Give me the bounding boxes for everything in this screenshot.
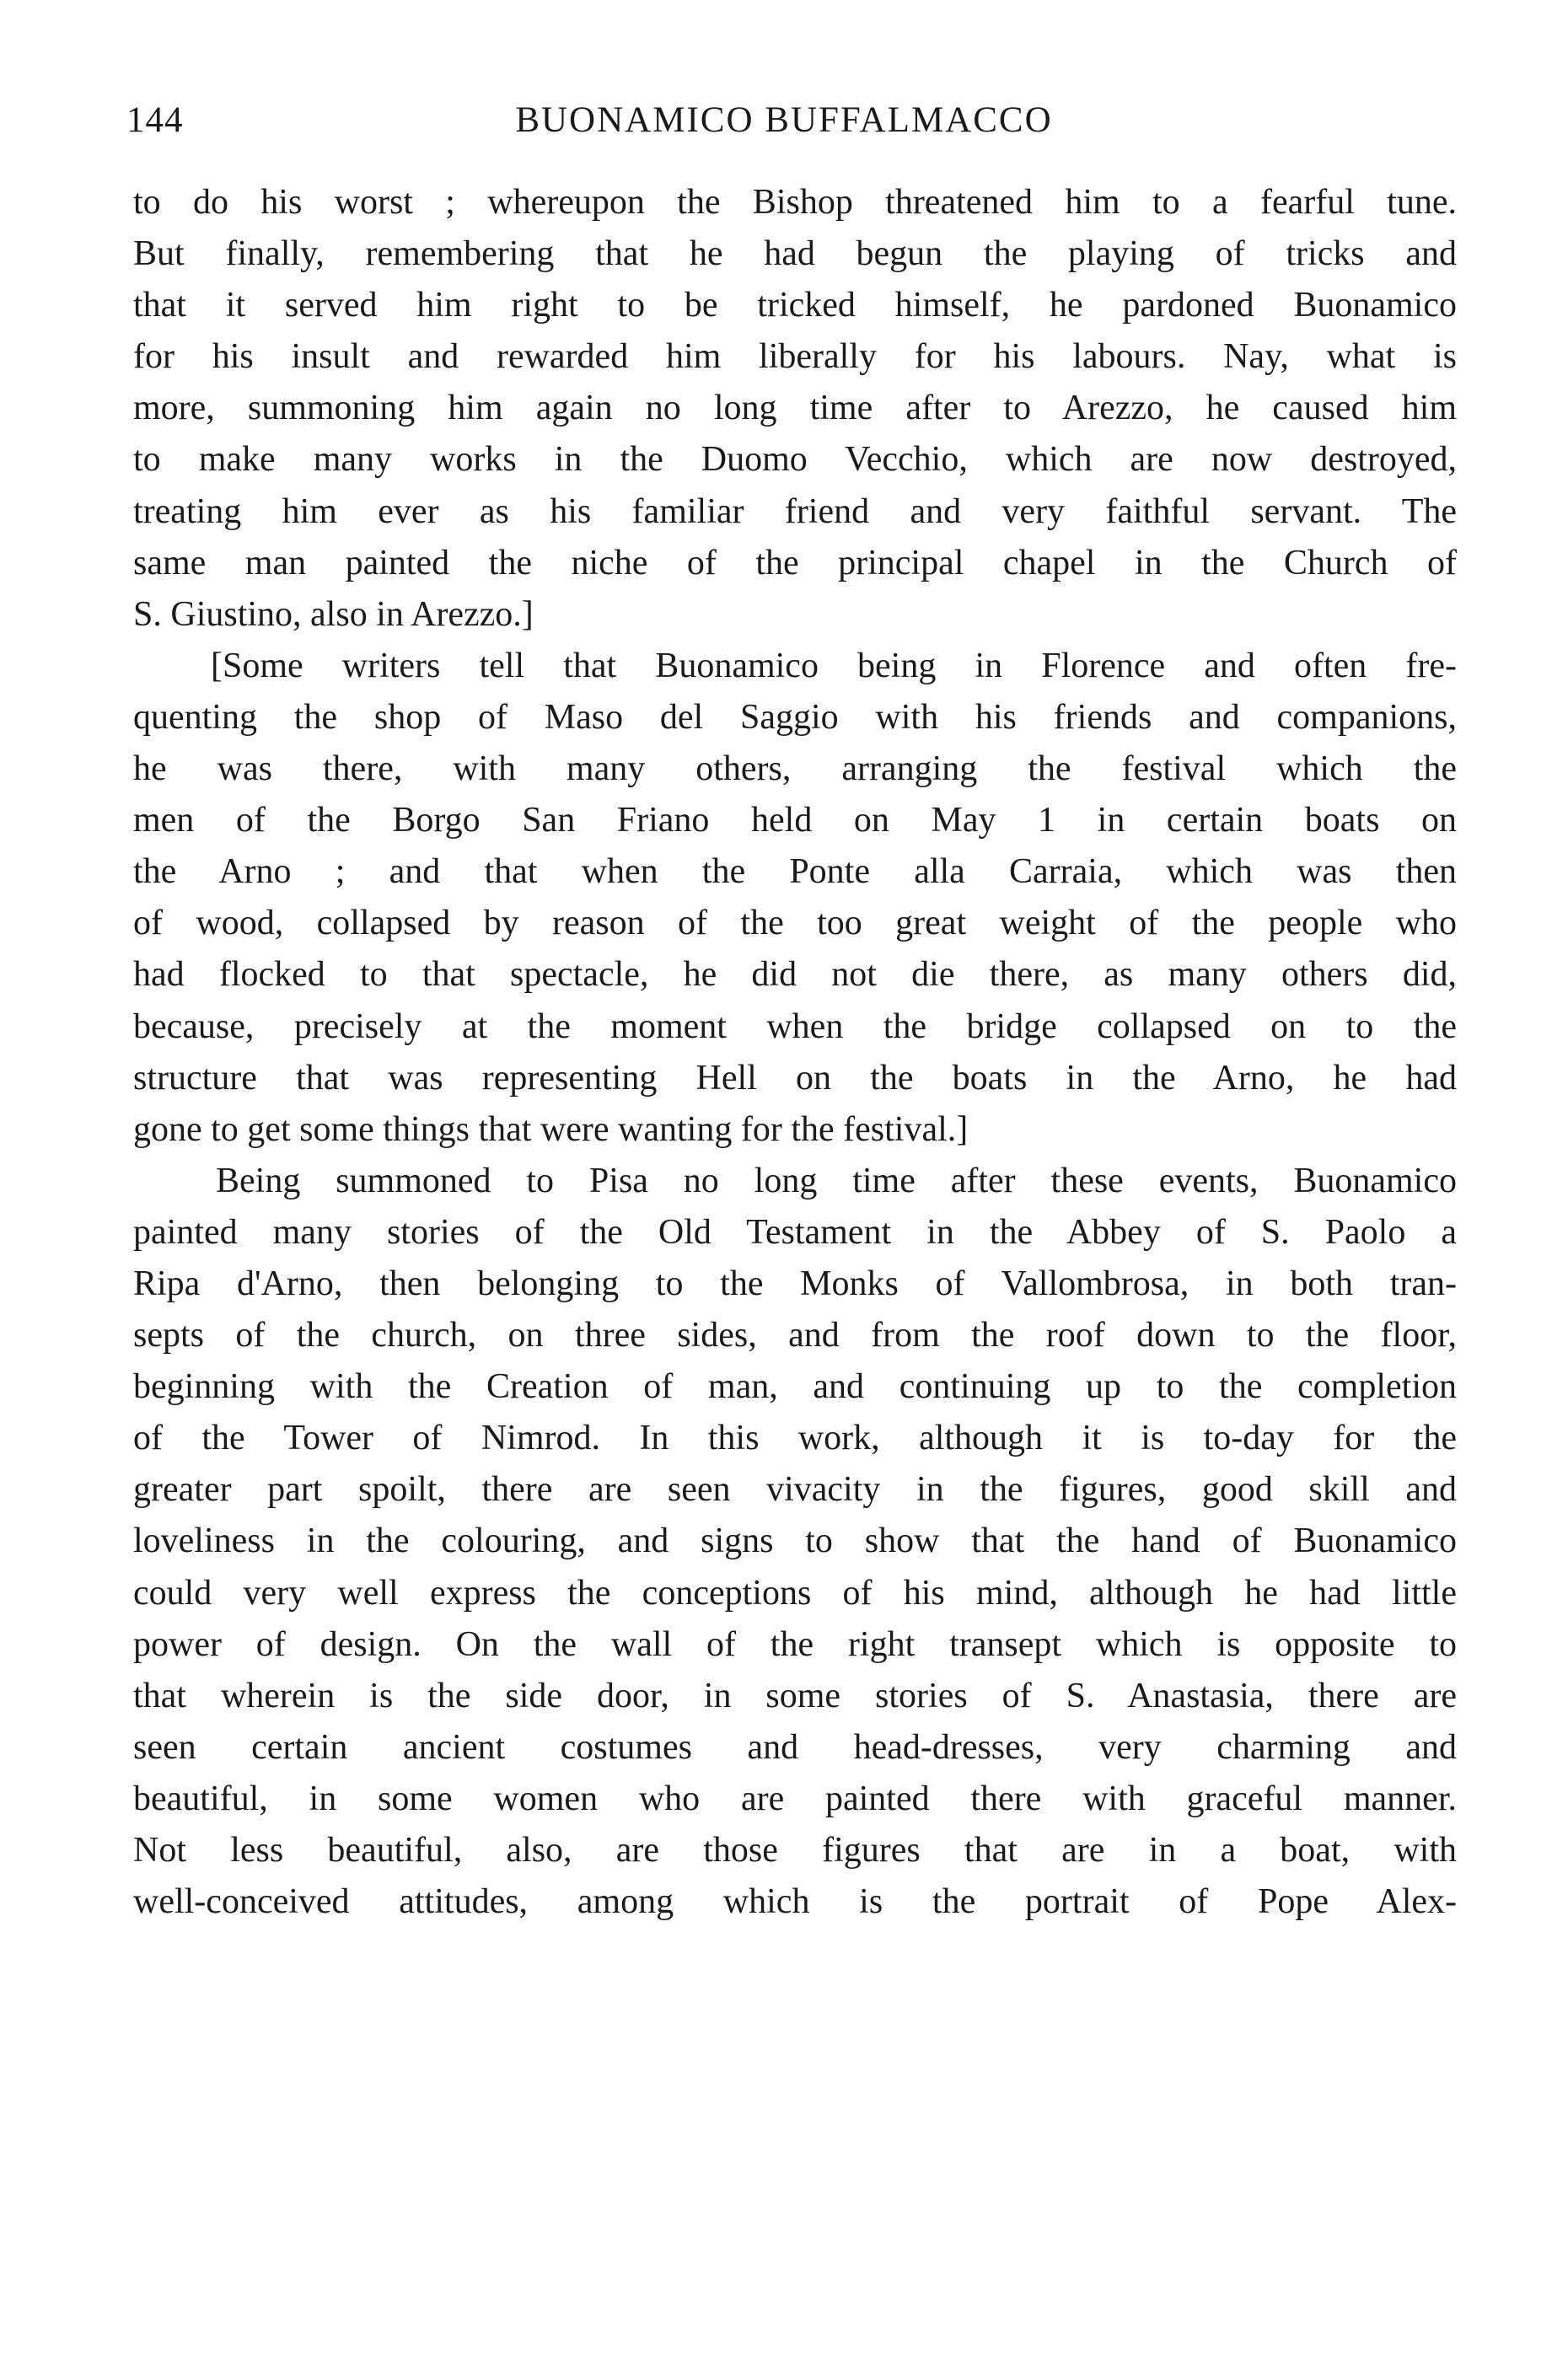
text-line: structure that was representing Hell on the boats in the Arno, he had — [133, 1058, 1457, 1098]
body-text — [133, 177, 1457, 1928]
text-line: beginning with the Creation of man, and continuing up to the completion — [133, 1367, 1457, 1407]
text-line: men of the Borgo San Friano held on May 1 in certain boats on — [133, 801, 1457, 840]
text-line: [Some writers tell that Buonamico being in Florence and often fre- — [211, 646, 1457, 685]
text-line: gone to get some things that were wanting for the festival.] — [133, 1109, 969, 1149]
text-line: Not less beautiful, also, are those figures that are in a boat, with — [133, 1831, 1457, 1870]
text-line: Ripa d'Arno, then belonging to the Monks of Vallombrosa, in both tran- — [133, 1264, 1457, 1303]
text-line: Being summoned to Pisa no long time after these events, Buonamico — [216, 1161, 1457, 1200]
text-line: septs of the church, on three sides, and from the roof down to the floor, — [133, 1316, 1457, 1355]
text-line: that it served him right to be tricked himself, he pardoned Buonamico — [133, 286, 1457, 325]
text-line: he was there, with many others, arranging the festival which the — [133, 749, 1457, 789]
running-head — [126, 99, 1442, 150]
text-line: because, precisely at the moment when the bridge collapsed on to the — [133, 1006, 1457, 1046]
text-line: loveliness in the colouring, and signs to show that the hand of Buonamico — [133, 1522, 1457, 1561]
text-line: quenting the shop of Maso del Saggio with his friends and companions, — [133, 697, 1457, 737]
text-line: But finally, remembering that he had begun the playing of tricks and — [133, 234, 1457, 274]
text-line: the Arno ; and that when the Ponte alla Carraia, which was then — [133, 852, 1457, 892]
text-line: treating him ever as his familiar friend and very faithful servant. The — [133, 491, 1457, 531]
paragraph — [133, 177, 1457, 641]
text-line: well-conceived attitudes, among which is the portrait of Pope Alex- — [133, 1882, 1457, 1922]
text-line: of wood, collapsed by reason of the too great weight of the people who — [133, 904, 1457, 943]
text-line: S. Giustino, also in Arezzo.] — [133, 594, 534, 634]
text-line: to make many works in the Duomo Vecchio, which are now destroyed, — [133, 440, 1457, 480]
text-line: more, summoning him again no long time after to Arezzo, he caused him — [133, 389, 1457, 428]
paragraph — [133, 1156, 1457, 1928]
text-line: to do his worst ; whereupon the Bishop threatened him to a fearful tune. — [133, 183, 1457, 222]
text-line: that wherein is the side door, in some stories of S. Anastasia, there are — [133, 1676, 1457, 1715]
running-title: BUONAMICO BUFFALMACCO — [515, 100, 1053, 140]
text-line: power of design. On the wall of the right transept which is opposite to — [133, 1624, 1457, 1664]
text-line: for his insult and rewarded him liberally for his labours. Nay, what is — [133, 337, 1457, 377]
text-line: painted many stories of the Old Testament in the Abbey of S. Paolo a — [133, 1212, 1457, 1252]
text-line: greater part spoilt, there are seen vivacity in the figures, good skill and — [133, 1470, 1457, 1510]
text-line: seen certain ancient costumes and head-dresses, very charming and — [133, 1727, 1457, 1767]
text-line: could very well express the conceptions of his mind, although he had little — [133, 1573, 1457, 1613]
page-number: 144 — [126, 100, 184, 140]
paragraph — [133, 641, 1457, 1156]
text-line: same man painted the niche of the principal chapel in the Church of — [133, 543, 1457, 582]
text-line: beautiful, in some women who are painted there with graceful manner. — [133, 1779, 1457, 1818]
text-line: of the Tower of Nimrod. In this work, although it is to-day for the — [133, 1419, 1457, 1458]
text-line: had flocked to that spectacle, he did not die there, as many others did, — [133, 955, 1457, 995]
